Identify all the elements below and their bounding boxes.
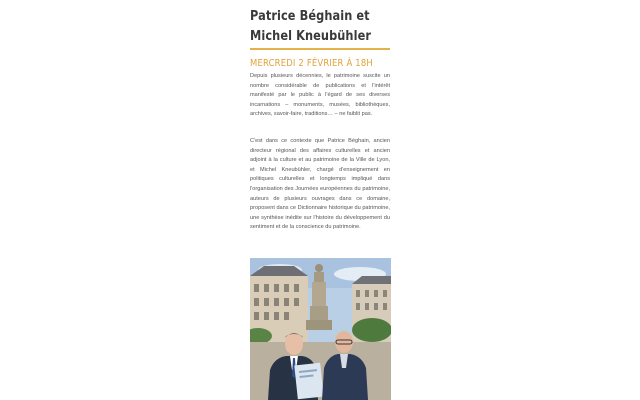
article-column bbox=[250, 0, 390, 231]
paragraph-intro: Depuis plusieurs décennies, le patrimoine suscite un nombre considérable de publications et l'intérêt manifesté par le public à l'égard de ses diverses incarnations – monuments, musées, bibliothèques, archives, savoir-faire, traditions… – ne faiblit pas. bbox=[250, 73, 390, 118]
event-date: MERCREDI 2 FÉVRIER À 18H bbox=[250, 58, 373, 69]
article-title bbox=[250, 7, 370, 47]
title-line-2: Michel Kneubühler bbox=[250, 29, 372, 44]
title-line-1: Patrice Béghain et bbox=[250, 9, 370, 24]
photo-trees bbox=[352, 318, 391, 342]
title-divider bbox=[250, 48, 390, 50]
authors-photo bbox=[250, 258, 391, 400]
photo-book bbox=[294, 363, 323, 400]
paragraph-context: C'est dans ce contexte que Patrice Béghain, ancien directeur régional des affaires culturelles et ancien adjoint à la culture et au patrimoine de la Ville de Lyon, et Michel Kneubühler, chargé d'enseignement en politiques culturelles et longtemps impliqué dans l'organisation des Journées européennes du patrimoine, auteurs de plusieurs ouvrages dans ce domaine, proposent dans ce Dictionnaire historique du patrimoine, une synthèse inédite sur l'histoire du développement du sentiment et de la conscience du patrimoine. bbox=[250, 138, 390, 231]
